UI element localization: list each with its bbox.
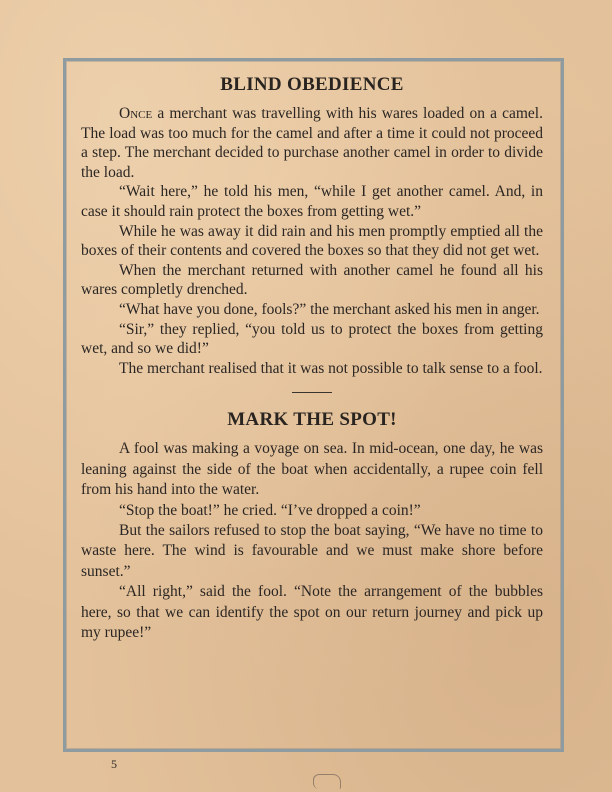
story-title: MARK THE SPOT! (227, 409, 397, 431)
paragraph: A fool was making a voyage on sea. In mid-ocean, one day, he was leaning against the side of the boat when accidentally, a rupee coin fell from his hand into the water. (81, 440, 543, 499)
stamp-mark-icon (313, 774, 341, 789)
paragraph: While he was away it did rain and his men promptly emptied all the boxes of their contents and covered the boxes so that they did not get wet. (81, 222, 543, 260)
paragraph: “Sir,” they replied, “you told us to protect the boxes from getting wet, and so we did!” (81, 320, 543, 358)
page-content (81, 72, 543, 643)
paragraph (81, 104, 543, 182)
paragraph: “Stop the boat!” he cried. “I’ve dropped a coin!” (119, 501, 421, 519)
paragraph: But the sailors refused to stop the boat saying, “We have no time to waste here. The wind is favourable and we must make shore before sunset.” (81, 521, 543, 580)
page-number: 5 (111, 757, 117, 771)
story-title: BLIND OBEDIENCE (220, 74, 404, 95)
section-divider (292, 392, 332, 393)
paragraph: “All right,” said the fool. “Note the arrangement of the bubbles here, so that we can identify the spot on our return journey and pick up my rupee!” (81, 583, 543, 641)
paragraph: The merchant realised that it was not possible to talk sense to a fool. (119, 359, 543, 377)
paragraph-text: a merchant was travelling with his wares loaded on a camel. The load was too much for the camel and after a time it could not proceed a step. The merchant decided to purchase another camel in order to divide the load. (81, 105, 543, 181)
story-mark-the-spot (81, 405, 543, 643)
paragraph: “Wait here,” he told his men, “while I get another camel. And, in case it should rain protect the boxes from getting wet.” (81, 183, 543, 220)
paragraph: When the merchant returned with another camel he found all his wares completly drenched. (81, 261, 543, 299)
paragraph: “What have you done, fools?” the merchant asked his men in anger. (119, 300, 540, 318)
story-blind-obedience (81, 72, 543, 378)
drop-word: Once (119, 105, 153, 122)
